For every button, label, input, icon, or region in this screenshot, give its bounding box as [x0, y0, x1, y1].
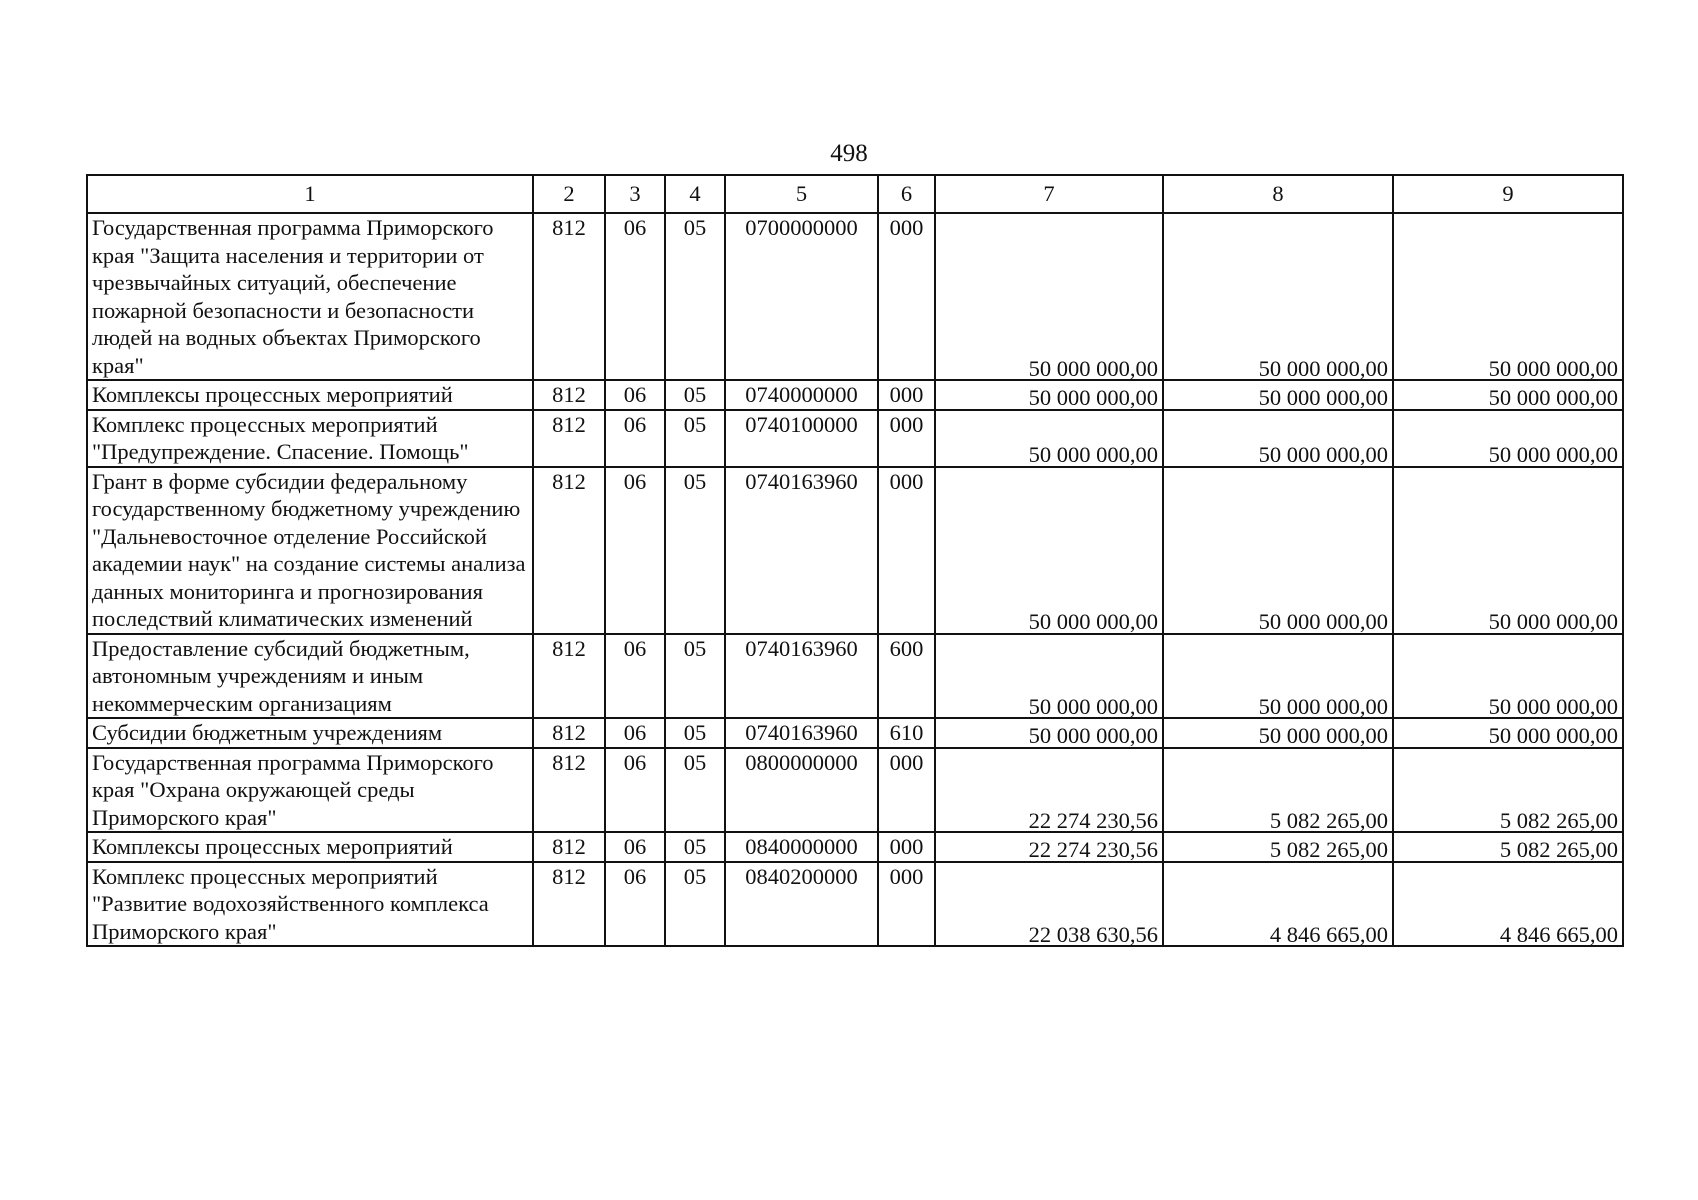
section-code: 06	[605, 410, 665, 467]
amount-col-8-value: 50 000 000,00	[1258, 723, 1388, 748]
amount-col-8-value: 50 000 000,00	[1258, 693, 1388, 719]
section-code: 06	[605, 380, 665, 410]
target-article-code: 0740163960	[725, 467, 878, 634]
amount-col-7	[935, 718, 1163, 748]
amount-col-7-value: 50 000 000,00	[1028, 693, 1158, 719]
amount-col-9	[1393, 380, 1623, 410]
row-description: Комплекс процессных мероприятий "Предупреждение. Спасение. Помощь"	[87, 410, 533, 467]
row-description: Субсидии бюджетным учреждениям	[87, 718, 533, 748]
section-code: 06	[605, 467, 665, 634]
admin-code: 812	[533, 213, 605, 380]
column-header: 3	[605, 175, 665, 213]
subsection-code: 05	[665, 832, 725, 862]
column-header: 7	[935, 175, 1163, 213]
expense-type-code: 610	[878, 718, 935, 748]
amount-col-8-value: 4 846 665,00	[1269, 921, 1388, 947]
table-row	[87, 213, 1623, 380]
row-description: Комплекс процессных мероприятий "Развитие водохозяйственного комплекса Приморского края"	[87, 862, 533, 947]
section-code: 06	[605, 862, 665, 947]
column-header: 6	[878, 175, 935, 213]
row-description: Государственная программа Приморского края "Охрана окружающей среды Приморского края"	[87, 748, 533, 833]
admin-code: 812	[533, 832, 605, 862]
amount-col-7	[935, 410, 1163, 467]
table-row	[87, 634, 1623, 719]
amount-col-9	[1393, 862, 1623, 947]
amount-col-9	[1393, 832, 1623, 862]
admin-code: 812	[533, 634, 605, 719]
amount-col-8	[1163, 862, 1393, 947]
column-header: 8	[1163, 175, 1393, 213]
target-article-code: 0740100000	[725, 410, 878, 467]
subsection-code: 05	[665, 748, 725, 833]
amount-col-9-value: 50 000 000,00	[1488, 385, 1618, 410]
amount-col-8	[1163, 634, 1393, 719]
amount-col-7-value: 50 000 000,00	[1028, 355, 1158, 381]
table-row	[87, 832, 1623, 862]
admin-code: 812	[533, 410, 605, 467]
admin-code: 812	[533, 862, 605, 947]
row-description: Государственная программа Приморского края "Защита населения и территории от чрезвычайных ситуаций, обеспечение пожарной безопасности и безопасности людей на водных объектах Приморского края"	[87, 213, 533, 380]
amount-col-9-value: 50 000 000,00	[1488, 442, 1618, 467]
expense-type-code: 000	[878, 748, 935, 833]
table-row	[87, 410, 1623, 467]
amount-col-8-value: 5 082 265,00	[1269, 837, 1388, 862]
section-code: 06	[605, 634, 665, 719]
amount-col-8-value: 5 082 265,00	[1269, 807, 1388, 833]
amount-col-7	[935, 862, 1163, 947]
table-row	[87, 748, 1623, 833]
target-article-code: 0840000000	[725, 832, 878, 862]
expense-type-code: 000	[878, 832, 935, 862]
row-description: Предоставление субсидий бюджетным, автономным учреждениям и иным некоммерческим организациям	[87, 634, 533, 719]
amount-col-9	[1393, 634, 1623, 719]
amount-col-9-value: 5 082 265,00	[1499, 807, 1618, 833]
column-number-row	[87, 175, 1623, 213]
table-row	[87, 467, 1623, 634]
amount-col-7-value: 22 274 230,56	[1028, 837, 1158, 862]
amount-col-9-value: 50 000 000,00	[1488, 693, 1618, 719]
expense-type-code: 000	[878, 862, 935, 947]
column-header: 1	[87, 175, 533, 213]
amount-col-7	[935, 748, 1163, 833]
expense-type-code: 600	[878, 634, 935, 719]
amount-col-7-value: 22 274 230,56	[1028, 807, 1158, 833]
amount-col-8	[1163, 410, 1393, 467]
subsection-code: 05	[665, 862, 725, 947]
section-code: 06	[605, 748, 665, 833]
expense-type-code: 000	[878, 410, 935, 467]
column-header: 2	[533, 175, 605, 213]
target-article-code: 0740163960	[725, 718, 878, 748]
amount-col-9-value: 4 846 665,00	[1499, 921, 1618, 947]
amount-col-7-value: 50 000 000,00	[1028, 385, 1158, 410]
amount-col-7	[935, 467, 1163, 634]
amount-col-8	[1163, 832, 1393, 862]
amount-col-9	[1393, 467, 1623, 634]
expense-type-code: 000	[878, 213, 935, 380]
subsection-code: 05	[665, 634, 725, 719]
table-row	[87, 862, 1623, 947]
column-header: 9	[1393, 175, 1623, 213]
column-header: 4	[665, 175, 725, 213]
amount-col-9-value: 50 000 000,00	[1488, 355, 1618, 381]
amount-col-8	[1163, 213, 1393, 380]
amount-col-9-value: 50 000 000,00	[1488, 723, 1618, 748]
amount-col-8-value: 50 000 000,00	[1258, 355, 1388, 381]
admin-code: 812	[533, 467, 605, 634]
amount-col-7	[935, 380, 1163, 410]
target-article-code: 0700000000	[725, 213, 878, 380]
subsection-code: 05	[665, 213, 725, 380]
table-row	[87, 380, 1623, 410]
row-description: Комплексы процессных мероприятий	[87, 380, 533, 410]
expense-type-code: 000	[878, 380, 935, 410]
amount-col-9-value: 5 082 265,00	[1499, 837, 1618, 862]
admin-code: 812	[533, 380, 605, 410]
amount-col-7	[935, 832, 1163, 862]
amount-col-8	[1163, 718, 1393, 748]
amount-col-9-value: 50 000 000,00	[1488, 609, 1618, 634]
target-article-code: 0740163960	[725, 634, 878, 719]
admin-code: 812	[533, 748, 605, 833]
amount-col-8	[1163, 380, 1393, 410]
amount-col-8-value: 50 000 000,00	[1258, 385, 1388, 410]
subsection-code: 05	[665, 467, 725, 634]
admin-code: 812	[533, 718, 605, 748]
row-description: Грант в форме субсидии федеральному государственному бюджетному учреждению "Дальневосточное отделение Российской академии наук" на создание системы анализа данных мониторинга и прогнозирования последствий климатических изменений	[87, 467, 533, 634]
amount-col-8	[1163, 467, 1393, 634]
amount-col-7-value: 22 038 630,56	[1028, 921, 1158, 947]
subsection-code: 05	[665, 380, 725, 410]
section-code: 06	[605, 718, 665, 748]
row-description: Комплексы процессных мероприятий	[87, 832, 533, 862]
target-article-code: 0800000000	[725, 748, 878, 833]
target-article-code: 0740000000	[725, 380, 878, 410]
target-article-code: 0840200000	[725, 862, 878, 947]
amount-col-7-value: 50 000 000,00	[1028, 609, 1158, 634]
amount-col-9	[1393, 410, 1623, 467]
column-header: 5	[725, 175, 878, 213]
amount-col-9	[1393, 718, 1623, 748]
amount-col-7	[935, 634, 1163, 719]
table-row	[87, 718, 1623, 748]
budget-table	[86, 174, 1624, 947]
amount-col-8-value: 50 000 000,00	[1258, 442, 1388, 467]
amount-col-8-value: 50 000 000,00	[1258, 609, 1388, 634]
subsection-code: 05	[665, 410, 725, 467]
amount-col-9	[1393, 748, 1623, 833]
amount-col-9	[1393, 213, 1623, 380]
amount-col-7	[935, 213, 1163, 380]
section-code: 06	[605, 832, 665, 862]
section-code: 06	[605, 213, 665, 380]
subsection-code: 05	[665, 718, 725, 748]
expense-type-code: 000	[878, 467, 935, 634]
amount-col-7-value: 50 000 000,00	[1028, 723, 1158, 748]
amount-col-7-value: 50 000 000,00	[1028, 442, 1158, 467]
amount-col-8	[1163, 748, 1393, 833]
page-number: 498	[830, 140, 868, 167]
